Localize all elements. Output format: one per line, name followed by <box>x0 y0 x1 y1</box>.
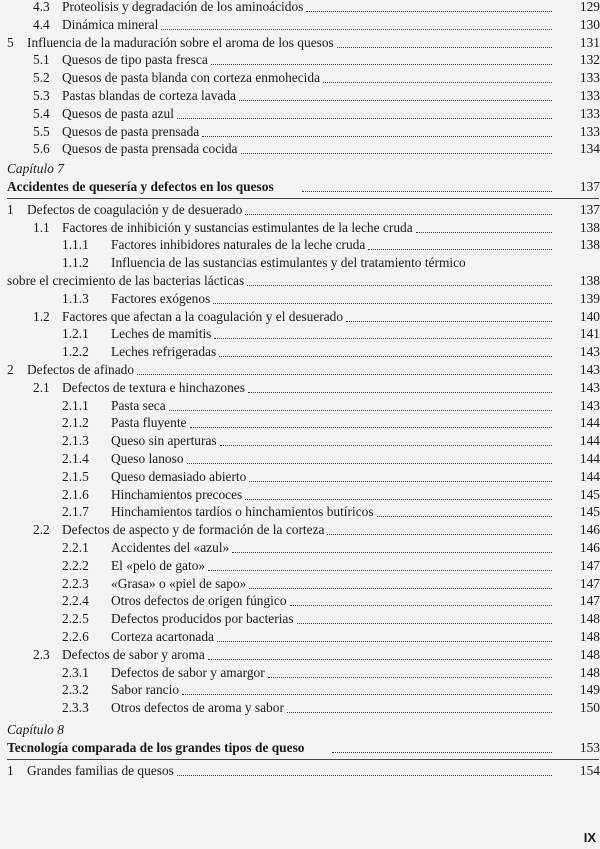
dot-leader <box>268 676 552 678</box>
entry-page-number: 143 <box>579 362 600 377</box>
page-number-folio: IX <box>583 830 596 845</box>
entry-title: Defectos de sabor y amargor <box>111 664 265 680</box>
dot-leader <box>182 693 552 695</box>
entry-number: 4.4 <box>33 16 50 32</box>
dot-leader <box>187 462 552 464</box>
chapter-label: Capítulo 7 <box>7 161 64 177</box>
entry-page-number: 138 <box>579 237 600 253</box>
toc-entry <box>62 592 600 610</box>
entry-number: 1.2.1 <box>62 326 89 342</box>
toc-entry <box>33 140 600 158</box>
entry-number: 1.1.2 <box>62 255 89 271</box>
chapter-title: Accidentes de quesería y defectos en los quesos <box>7 179 274 194</box>
dot-leader <box>190 426 553 428</box>
toc-entry <box>62 325 600 343</box>
entry-number: 1.2.2 <box>62 344 89 360</box>
toc-entry <box>62 699 600 717</box>
dot-leader <box>220 444 552 446</box>
dot-leader <box>247 284 552 286</box>
dot-leader <box>214 337 552 339</box>
entry-title: Quesos de pasta blanda con corteza enmohecida <box>62 70 321 86</box>
dot-leader <box>202 135 552 137</box>
entry-title: Defectos de textura e hinchazones <box>62 379 245 395</box>
toc-entry <box>62 290 600 308</box>
toc-entry <box>62 236 600 254</box>
toc-entry <box>62 414 600 432</box>
entry-number: 2 <box>7 362 14 377</box>
dot-leader <box>306 10 552 12</box>
toc-entry <box>33 219 600 237</box>
entry-page-number: 150 <box>579 700 600 716</box>
entry-number: 4.3 <box>33 0 50 14</box>
toc-entry <box>33 105 600 123</box>
entry-number: 5.5 <box>33 123 50 139</box>
entry-number: 2.1.3 <box>62 433 89 449</box>
entry-number: 1.1 <box>33 219 50 235</box>
toc-entry <box>33 51 600 69</box>
entry-number: 2.2 <box>33 522 50 538</box>
entry-number: 2.2.3 <box>62 575 89 591</box>
entry-title: Proteolisis y degradación de los aminoácidos <box>62 0 304 14</box>
entry-number: 2.1.7 <box>62 504 89 520</box>
toc-entry <box>33 16 600 34</box>
entry-number: 5.3 <box>33 88 50 103</box>
entry-title: El «pelo de gato» <box>111 557 206 573</box>
entry-page-number: 140 <box>579 308 600 324</box>
entry-number: 5.6 <box>33 141 50 157</box>
entry-page-number: 145 <box>579 504 600 520</box>
chapter-rule <box>7 759 599 760</box>
entry-page-number: 130 <box>579 16 600 32</box>
entry-title: Pastas blandas de corteza lavada <box>62 88 236 103</box>
entry-page-number: 144 <box>579 451 600 466</box>
entry-number: 2.1.5 <box>62 468 89 484</box>
entry-title: Otros defectos de aroma y sabor <box>111 700 284 716</box>
chapter-page-number: 137 <box>579 179 600 194</box>
entry-page-number: 133 <box>579 88 600 103</box>
dot-leader <box>337 46 552 48</box>
entry-page-number: 144 <box>579 433 600 449</box>
toc-entry <box>7 361 600 379</box>
entry-page-number: 141 <box>579 326 600 342</box>
dot-leader <box>297 622 552 624</box>
dot-leader <box>368 248 552 250</box>
dot-leader <box>169 409 552 411</box>
entry-title: Defectos de coagulación y de desuerado <box>27 201 243 217</box>
entry-number: 1.1.3 <box>62 290 89 306</box>
entry-title: Defectos de sabor y aroma <box>62 646 205 662</box>
entry-page-number: 143 <box>579 379 600 395</box>
dot-leader <box>217 640 552 642</box>
chapter-heading <box>7 739 600 757</box>
entry-title: Leches de mamitis <box>111 326 212 342</box>
toc-entry <box>62 557 600 575</box>
entry-page-number: 148 <box>579 611 600 627</box>
entry-page-number: 133 <box>579 105 600 121</box>
dot-leader <box>211 63 552 65</box>
entry-title: Queso demasiado abierto <box>111 468 247 484</box>
entry-number: 2.2.5 <box>62 611 89 627</box>
dot-leader <box>177 774 552 776</box>
chapter-title: Tecnología comparada de los grandes tipos de queso <box>7 739 305 755</box>
entry-title: Queso sin aperturas <box>111 433 217 449</box>
dot-leader <box>219 355 552 357</box>
entry-page-number: 143 <box>579 397 600 413</box>
chapter-rule <box>7 198 599 199</box>
entry-number: 2.3 <box>33 646 50 662</box>
toc-entry <box>62 450 600 468</box>
entry-page-number: 129 <box>579 0 600 14</box>
toc-entry <box>62 681 600 699</box>
entry-page-number: 134 <box>579 141 600 157</box>
entry-title: Quesos de tipo pasta fresca <box>62 52 208 68</box>
entry-page-number: 145 <box>579 486 600 502</box>
dot-leader <box>161 28 552 30</box>
entry-title: Pasta seca <box>111 397 166 413</box>
entry-page-number: 148 <box>579 629 600 644</box>
entry-number: 2.2.4 <box>62 593 89 609</box>
dot-leader <box>239 99 552 101</box>
toc-entry <box>62 486 600 504</box>
dot-leader <box>213 302 552 304</box>
entry-title: «Grasa» o «piel de sapo» <box>111 575 247 591</box>
entry-page-number: 147 <box>579 575 600 591</box>
dot-leader <box>137 373 552 375</box>
toc-entry <box>33 646 600 664</box>
dot-leader <box>249 480 552 482</box>
dot-leader <box>208 658 552 660</box>
entry-number: 2.1.2 <box>62 415 89 431</box>
toc-entry <box>7 201 600 219</box>
entry-title: Quesos de pasta azul <box>62 105 174 121</box>
toc-entry <box>62 503 600 521</box>
dot-leader <box>245 213 552 215</box>
dot-leader <box>249 587 552 589</box>
entry-page-number: 143 <box>579 344 600 360</box>
toc-entry <box>62 468 600 486</box>
chapter-page-number: 153 <box>579 739 600 755</box>
entry-page-number: 138 <box>579 273 600 288</box>
entry-page-number: 139 <box>579 290 600 306</box>
entry-number: 1.1.1 <box>62 237 89 253</box>
entry-title: Leches refrigeradas <box>111 344 217 360</box>
entry-page-number: 147 <box>579 557 600 573</box>
toc-entry <box>33 87 600 105</box>
entry-title: Queso lanoso <box>111 451 184 466</box>
toc-entry <box>62 254 600 272</box>
entry-title: Grandes familias de quesos <box>27 762 174 778</box>
entry-page-number: 132 <box>579 52 600 68</box>
entry-page-number: 144 <box>579 415 600 431</box>
chapter-label: Capítulo 8 <box>7 722 64 737</box>
entry-page-number: 148 <box>579 664 600 680</box>
entry-title: Quesos de pasta prensada cocida <box>62 141 238 157</box>
toc-entry <box>7 762 600 780</box>
entry-number: 2.3.3 <box>62 700 89 716</box>
toc-entry <box>62 664 600 682</box>
entry-number: 5 <box>7 34 14 50</box>
toc-entry <box>33 379 600 397</box>
toc-entry <box>33 308 600 326</box>
entry-title: Defectos de aspecto y de formación de la corteza <box>62 522 325 538</box>
entry-number: 2.2.6 <box>62 629 89 644</box>
entry-page-number: 148 <box>579 646 600 662</box>
dot-leader <box>287 711 552 713</box>
entry-number: 5.1 <box>33 52 50 68</box>
dot-leader <box>323 81 552 83</box>
entry-title: sobre el crecimiento de las bacterias lácticas <box>7 273 245 288</box>
chapter-heading <box>7 178 600 196</box>
toc-entry <box>62 539 600 557</box>
entry-title: Dinámica mineral <box>62 16 159 32</box>
entry-number: 1 <box>7 762 14 778</box>
dot-leader <box>232 551 552 553</box>
entry-title: Defectos de afinado <box>27 362 135 377</box>
entry-number: 2.1.6 <box>62 486 89 502</box>
toc-entry <box>33 69 600 87</box>
entry-title: Factores que afectan a la coagulación y el desuerado <box>62 308 344 324</box>
entry-number: 5.4 <box>33 105 50 121</box>
toc-entry <box>33 521 600 539</box>
toc-entry <box>62 610 600 628</box>
entry-number: 2.3.2 <box>62 682 89 698</box>
dot-leader <box>245 498 552 500</box>
toc-entry <box>62 397 600 415</box>
toc-entry <box>33 0 600 16</box>
entry-page-number: 137 <box>579 201 600 217</box>
entry-title: Quesos de pasta prensada <box>62 123 200 139</box>
entry-title: Factores exógenos <box>111 290 211 306</box>
dot-leader <box>377 515 552 517</box>
dot-leader <box>290 604 552 606</box>
entry-page-number: 149 <box>579 682 600 698</box>
entry-title: Factores de inhibición y sustancias estimulantes de la leche cruda <box>62 219 413 235</box>
entry-title: Hinchamientos precoces <box>111 486 243 502</box>
entry-page-number: 133 <box>579 123 600 139</box>
entry-title: Pasta fluyente <box>111 415 187 431</box>
dot-leader <box>177 117 552 119</box>
entry-number: 1.2 <box>33 308 50 324</box>
entry-page-number: 144 <box>579 468 600 484</box>
dot-leader <box>416 231 552 233</box>
entry-number: 2.2.1 <box>62 540 89 555</box>
entry-number: 2.1 <box>33 379 50 395</box>
entry-title: Factores inhibidores naturales de la leche cruda <box>111 237 366 253</box>
toc-entry <box>62 575 600 593</box>
dot-leader <box>241 152 553 154</box>
toc-entry <box>62 343 600 361</box>
dot-leader <box>346 320 552 322</box>
entry-title: Influencia de las sustancias estimulantes y del tratamiento térmico <box>111 255 466 271</box>
dot-leader <box>208 569 552 571</box>
toc-entry <box>62 628 600 646</box>
entry-number: 2.1.4 <box>62 451 89 466</box>
entry-title: Hinchamientos tardíos o hinchamientos butíricos <box>111 504 374 520</box>
entry-title: Accidentes del «azul» <box>111 540 230 555</box>
entry-title: Sabor rancio <box>111 682 180 698</box>
toc-entry <box>7 272 600 290</box>
entry-page-number: 133 <box>579 70 600 86</box>
dot-leader <box>248 391 552 393</box>
entry-title: Corteza acartonada <box>111 629 214 644</box>
entry-page-number: 147 <box>579 593 600 609</box>
entry-page-number: 138 <box>579 219 600 235</box>
entry-page-number: 131 <box>579 34 600 50</box>
toc-entry <box>33 123 600 141</box>
dot-leader <box>327 533 552 535</box>
entry-number: 5.2 <box>33 70 50 86</box>
entry-number: 1 <box>7 201 14 217</box>
entry-number: 2.2.2 <box>62 557 89 573</box>
dot-leader <box>302 190 552 192</box>
entry-page-number: 146 <box>579 540 600 555</box>
entry-number: 2.1.1 <box>62 397 89 413</box>
entry-title: Influencia de la maduración sobre el aroma de los quesos <box>27 34 334 50</box>
dot-leader <box>332 751 552 753</box>
toc-entry <box>7 34 600 52</box>
entry-page-number: 146 <box>579 522 600 538</box>
entry-number: 2.3.1 <box>62 664 89 680</box>
entry-page-number: 154 <box>579 762 600 778</box>
entry-title: Otros defectos de origen fúngico <box>111 593 287 609</box>
entry-title: Defectos producidos por bacterias <box>111 611 294 627</box>
toc-entry <box>62 432 600 450</box>
